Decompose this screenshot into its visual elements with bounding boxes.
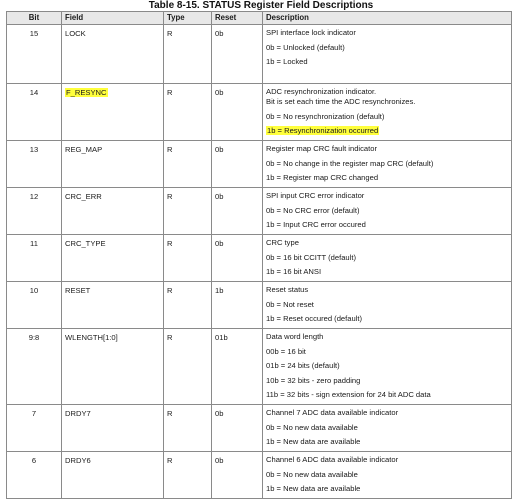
table-row [7, 141, 512, 188]
column-header-field: Field [62, 12, 164, 25]
description-line: Bit is set each time the ADC resynchronizes. [266, 97, 416, 106]
description-line: ADC resynchronization indicator. [266, 87, 377, 96]
reset-cell: 0b [212, 84, 263, 141]
column-header-reset: Reset [212, 12, 263, 25]
type-cell: R [164, 188, 212, 235]
field-cell: REG_MAP [62, 141, 164, 188]
bit-cell: 13 [7, 141, 62, 188]
description-line: Reset status [266, 285, 309, 294]
table-title: Table 8-15. STATUS Register Field Descriptions [148, 0, 374, 11]
description-cell [263, 84, 512, 141]
highlight-mark: 1b = Resynchronization occurred [267, 126, 379, 135]
description-line: 0b = No new data available [266, 469, 358, 479]
status-register-table [6, 11, 512, 499]
table-row [7, 452, 512, 499]
description-line: Data word length [266, 332, 324, 341]
description-line: 1b = New data are available [266, 484, 361, 493]
description-line: 1b = Locked [266, 57, 308, 66]
field-cell: CRC_TYPE [62, 235, 164, 282]
description-line: 00b = 16 bit [266, 346, 306, 356]
description-line: 01b = 24 bits (default) [266, 361, 340, 370]
description-line: SPI interface lock indicator [266, 28, 356, 37]
description-cell [263, 235, 512, 282]
column-header-description: Description [263, 12, 512, 25]
bit-cell: 9:8 [7, 329, 62, 405]
table-row [7, 235, 512, 282]
type-cell: R [164, 282, 212, 329]
description-cell [263, 405, 512, 452]
type-cell: R [164, 405, 212, 452]
table-row [7, 25, 512, 84]
reset-cell: 01b [212, 329, 263, 405]
type-cell: R [164, 84, 212, 141]
description-line: 0b = Unlocked (default) [266, 42, 345, 52]
description-cell [263, 188, 512, 235]
description-cell [263, 282, 512, 329]
field-cell [62, 84, 164, 141]
table-row [7, 405, 512, 452]
description-cell [263, 452, 512, 499]
description-line: 0b = Not reset [266, 299, 314, 309]
type-cell: R [164, 25, 212, 84]
table-row [7, 188, 512, 235]
description-line: 1b = Reset occured (default) [266, 314, 363, 323]
table-row [7, 329, 512, 405]
reset-cell: 1b [212, 282, 263, 329]
description-line: Channel 6 ADC data available indicator [266, 455, 399, 464]
description-cell [263, 25, 512, 84]
description-line: 10b = 32 bits - zero padding [266, 375, 361, 385]
type-cell: R [164, 329, 212, 405]
description-line: Channel 7 ADC data available indicator [266, 408, 399, 417]
field-cell: WLENGTH[1:0] [62, 329, 164, 405]
description-line: CRC type [266, 238, 299, 247]
description-line: 0b = No change in the register map CRC (default) [266, 158, 434, 168]
field-cell: DRDY6 [62, 452, 164, 499]
reset-cell: 0b [212, 235, 263, 282]
field-cell: LOCK [62, 25, 164, 84]
description-line: 0b = No new data available [266, 422, 358, 432]
description-line: 1b = Input CRC error occured [266, 220, 366, 229]
description-line: Register map CRC fault indicator [266, 144, 377, 153]
highlighted-field-name: F_RESYNC [66, 88, 107, 97]
bit-cell: 7 [7, 405, 62, 452]
description-line: 1b = New data are available [266, 437, 361, 446]
type-cell: R [164, 235, 212, 282]
description-line: SPI input CRC error indicator [266, 191, 365, 200]
reset-cell: 0b [212, 25, 263, 84]
field-cell: RESET [62, 282, 164, 329]
table-row [7, 282, 512, 329]
bit-cell: 12 [7, 188, 62, 235]
bit-cell: 6 [7, 452, 62, 499]
field-cell: CRC_ERR [62, 188, 164, 235]
reset-cell: 0b [212, 141, 263, 188]
column-header-bit: Bit [7, 12, 62, 25]
bit-cell: 14 [7, 84, 62, 141]
description-cell [263, 329, 512, 405]
description-cell [263, 141, 512, 188]
column-header-type: Type [164, 12, 212, 25]
description-line: 1b = 16 bit ANSI [266, 267, 322, 276]
description-line: 11b = 32 bits - sign extension for 24 bit ADC data [266, 390, 431, 399]
reset-cell: 0b [212, 452, 263, 499]
bit-cell: 15 [7, 25, 62, 84]
description-line: 0b = 16 bit CCITT (default) [266, 252, 356, 262]
description-line-highlighted [266, 126, 508, 136]
type-cell: R [164, 141, 212, 188]
reset-cell: 0b [212, 188, 263, 235]
table-row [7, 84, 512, 141]
bit-cell: 11 [7, 235, 62, 282]
description-line: 0b = No CRC error (default) [266, 205, 360, 215]
description-line: 0b = No resynchronization (default) [266, 111, 385, 121]
description-line: 1b = Register map CRC changed [266, 173, 379, 182]
field-cell: DRDY7 [62, 405, 164, 452]
table-header-row [7, 12, 512, 25]
bit-cell: 10 [7, 282, 62, 329]
reset-cell: 0b [212, 405, 263, 452]
type-cell: R [164, 452, 212, 499]
